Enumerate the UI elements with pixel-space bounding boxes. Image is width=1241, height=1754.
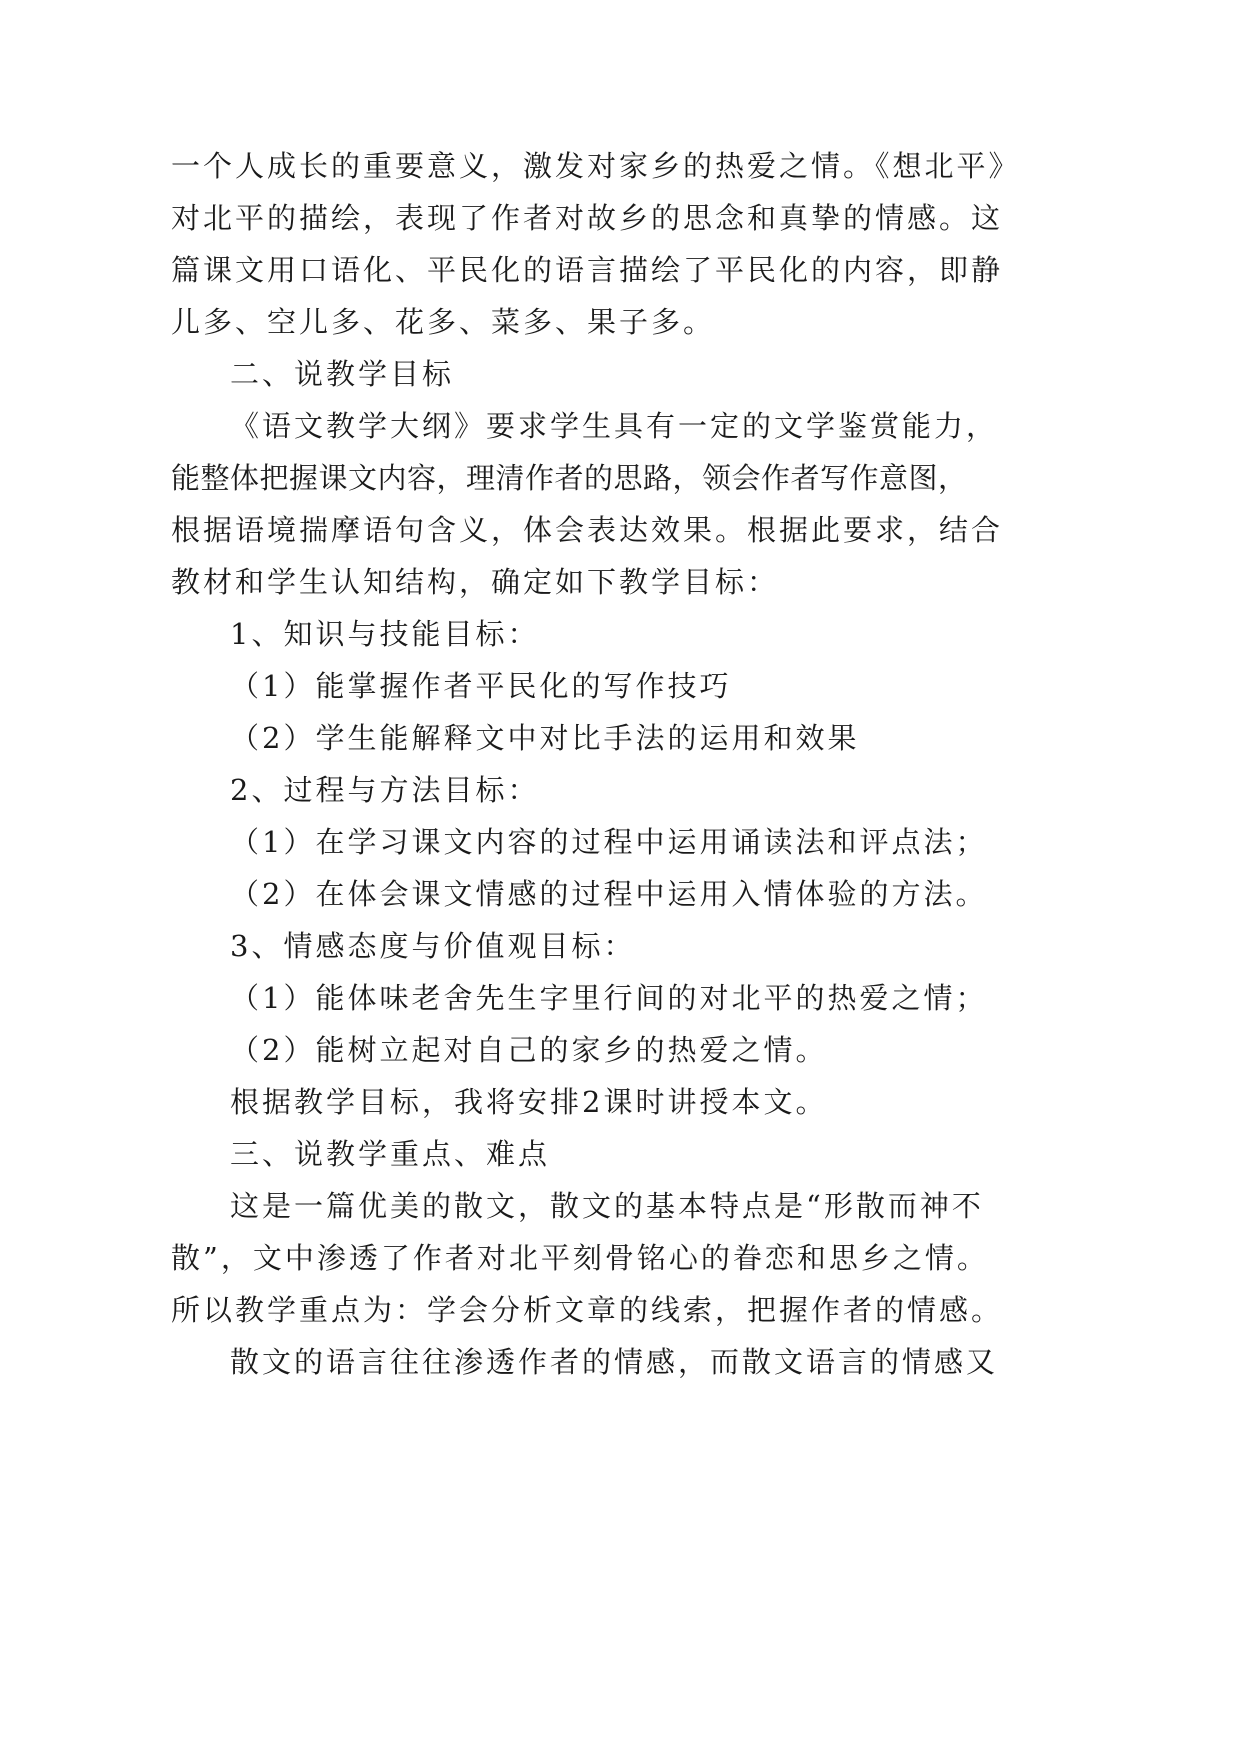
list-item: （2）学生能解释文中对比手法的运用和效果 [230, 721, 860, 755]
section-heading: 三、说教学重点、难点 [230, 1137, 551, 1171]
text-line: 根据教学目标，我将安排2课时讲授本文。 [230, 1085, 828, 1119]
text-line: 散文的语言往往渗透作者的情感，而散文语言的情感又 [230, 1345, 999, 1379]
text-line: 儿多、空儿多、花多、菜多、果子多。 [171, 305, 716, 339]
text-line: 1、知识与技能目标： [230, 617, 540, 651]
text-line: 《语文教学大纲》要求学生具有一定的文学鉴赏能力， [230, 409, 999, 443]
text-line: 2、过程与方法目标： [230, 773, 540, 807]
text-line: 对北平的描绘，表现了作者对故乡的思念和真挚的情感。这 [171, 201, 1004, 235]
text-line: 散”，文中渗透了作者对北平刻骨铭心的眷恋和思乡之情。 [171, 1241, 989, 1275]
text-line: 所以教学重点为：学会分析文章的线索，把握作者的情感。 [171, 1293, 1004, 1327]
list-item: （1）能掌握作者平民化的写作技巧 [230, 669, 732, 703]
text-line: 根据语境揣摩语句含义，体会表达效果。根据此要求，结合 [171, 513, 1004, 547]
list-item: （1）在学习课文内容的过程中运用诵读法和评点法； [230, 825, 988, 859]
text-line: 能整体把握课文内容，理清作者的思路，领会作者写作意图， [171, 461, 968, 495]
text-line: 这是一篇优美的散文，散文的基本特点是“形散而神不 [230, 1189, 984, 1223]
text-line: 篇课文用口语化、平民化的语言描绘了平民化的内容，即静 [171, 253, 1004, 287]
text-line: 3、情感态度与价值观目标： [230, 929, 636, 963]
text-line: 一个人成长的重要意义，激发对家乡的热爱之情。《想北平》 [171, 149, 1021, 183]
text-line: 教材和学生认知结构，确定如下教学目标： [171, 565, 780, 599]
list-item: （1）能体味老舍先生字里行间的对北平的热爱之情； [230, 981, 988, 1015]
section-heading: 二、说教学目标 [230, 357, 455, 391]
list-item: （2）能树立起对自己的家乡的热爱之情。 [230, 1033, 828, 1067]
list-item: （2）在体会课文情感的过程中运用入情体验的方法。 [230, 877, 988, 911]
